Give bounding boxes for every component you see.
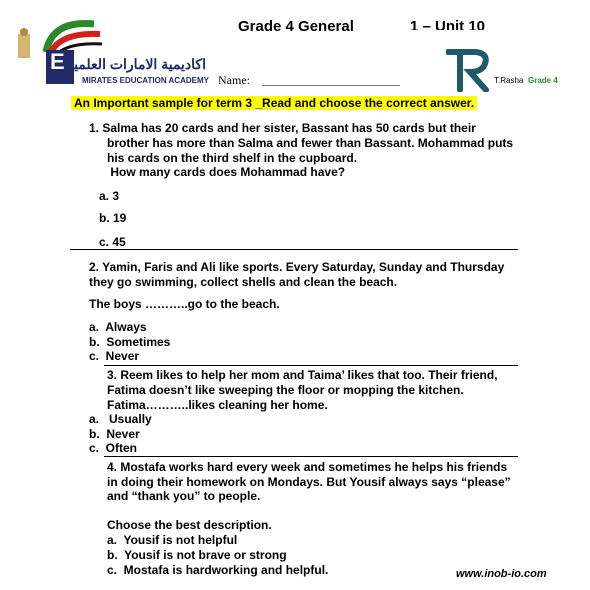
divider — [104, 456, 518, 457]
name-field-line — [262, 85, 400, 86]
answer-option[interactable]: b. Yousif is not brave or strong — [107, 548, 287, 562]
answer-option[interactable]: c. Often — [89, 441, 138, 455]
logo-letter: E — [50, 49, 65, 74]
answer-option[interactable]: b. Sometimes — [89, 335, 171, 349]
question-text-line: and “thank you” to people. — [107, 489, 261, 503]
answer-option[interactable]: a. Yousif is not helpful — [107, 533, 238, 547]
question-text-line: brother has more than Salma and fewer than Bassant. Mohammad puts — [107, 136, 514, 150]
answer-option[interactable]: c. Never — [89, 349, 140, 363]
question-text-line: 3. Reem likes to help her mom and Taima’ likes that too. Their friend, — [107, 368, 498, 382]
answer-option[interactable]: b. 19 — [99, 211, 127, 225]
answer-option[interactable]: a. 3 — [99, 189, 120, 203]
answer-option[interactable]: c. 45 — [99, 235, 126, 249]
question-text-line: they go swimming, collect shells and clean the beach. — [89, 275, 398, 289]
answer-option[interactable]: c. Mostafa is hardworking and helpful. — [107, 563, 329, 577]
answer-option[interactable]: b. Never — [89, 427, 140, 441]
watermark: www.inob-io.com — [456, 568, 547, 580]
unit-label: 1 – Unit 10 — [410, 18, 486, 30]
question-text-line: his cards on the third shelf in the cupboard. — [107, 151, 358, 165]
divider — [104, 365, 518, 366]
divider — [70, 249, 518, 250]
question-text-line: Fatima………..likes cleaning her home. — [107, 398, 328, 412]
question-prompt: Choose the best description. — [107, 518, 272, 532]
question-text-line: in doing their homework on Mondays. But Yousif always says “please” — [107, 475, 511, 489]
question-prompt: The boys ………..go to the beach. — [89, 297, 280, 311]
question-text-line: 4. Mostafa works hard every week and sometimes he helps his friends — [107, 460, 508, 474]
teacher-logo — [446, 48, 496, 92]
answer-option[interactable]: a. Always — [89, 320, 147, 334]
question-text-line: How many cards does Mohammad have? — [107, 165, 346, 179]
answer-option[interactable]: a. Usually — [89, 412, 152, 426]
academy-name-arabic: اكاديمية الامارات العلمية — [66, 56, 206, 72]
name-label: Name: — [218, 73, 250, 87]
question-text-line: Fatima doesn’t like sweeping the floor or mopping the kitchen. — [107, 383, 464, 397]
teacher-name: T.Rasha — [494, 76, 524, 85]
instructions-banner: An Important sample for term 3 _Read and choose the correct answer. — [71, 96, 477, 110]
academy-name-english: MIRATES EDUCATION ACADEMY — [82, 76, 209, 85]
grade-label: Grade 4 — [528, 76, 558, 85]
question-text-line: 2. Yamin, Faris and Ali like sports. Every Saturday, Sunday and Thursday — [89, 260, 505, 274]
header — [0, 0, 590, 95]
worksheet-title: Grade 4 General — [238, 18, 354, 35]
question-text-line: 1. Salma has 20 cards and her sister, Bassant has 50 cards but their — [89, 121, 476, 135]
